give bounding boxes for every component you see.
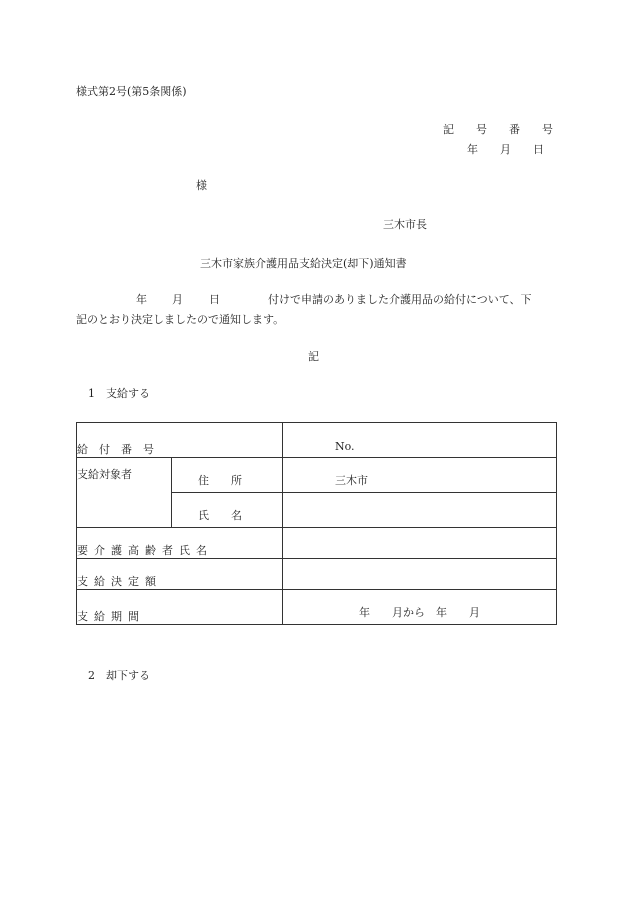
section1-heading: 1 支給する	[88, 387, 150, 400]
table-row	[77, 559, 557, 590]
benefit-period-label: 支給期間	[77, 610, 145, 623]
benefit-table	[76, 422, 557, 625]
body-year: 年	[136, 293, 147, 306]
recipient-label: 支給対象者	[77, 468, 132, 481]
table-row2-sub-address	[172, 458, 283, 493]
record-number-label: 記 号 番 号	[443, 123, 553, 136]
table-row5-label	[77, 590, 283, 625]
benefit-number-label: 給 付 番 号	[77, 443, 154, 456]
body-line1: 付けで申請のありました介護用品の給付について、下	[268, 293, 532, 306]
document-title: 三木市家族介護用品支給決定(却下)通知書	[200, 257, 407, 270]
table-row4-value	[283, 559, 557, 590]
table-row3-label	[77, 528, 283, 559]
table-row	[77, 528, 557, 559]
table-row2-address-value	[283, 458, 557, 493]
name-label: 氏 名	[198, 509, 242, 522]
table-row1-label	[77, 423, 283, 458]
table-row	[77, 423, 557, 458]
elderly-name-label: 要介護高齢者氏名	[77, 544, 213, 557]
issuer-name: 三木市長	[383, 218, 427, 231]
body-month: 月	[172, 293, 183, 306]
table-row	[77, 590, 557, 625]
table-row3-value	[283, 528, 557, 559]
table-row1-value	[283, 423, 557, 458]
decision-amount-label: 支給決定額	[77, 575, 162, 588]
form-reference: 様式第2号(第5条関係)	[76, 85, 187, 98]
benefit-period-value: 年 月から 年 月	[359, 606, 480, 619]
ki-mark: 記	[308, 350, 319, 363]
body-day: 日	[209, 293, 220, 306]
table-row2-sub-name	[172, 493, 283, 528]
table-row4-label	[77, 559, 283, 590]
benefit-number-value: No.	[335, 440, 355, 453]
body-line2: 記のとおり決定しましたので通知します。	[76, 313, 285, 326]
table-row5-value	[283, 590, 557, 625]
table-row2-name-value	[283, 493, 557, 528]
recipient-honorific: 様	[196, 179, 207, 192]
address-value: 三木市	[335, 474, 368, 487]
date-label: 年 月 日	[467, 143, 544, 156]
address-label: 住 所	[198, 474, 242, 487]
section2-heading: 2 却下する	[88, 669, 150, 682]
table-row	[77, 458, 557, 493]
table-row2-label	[77, 458, 172, 528]
